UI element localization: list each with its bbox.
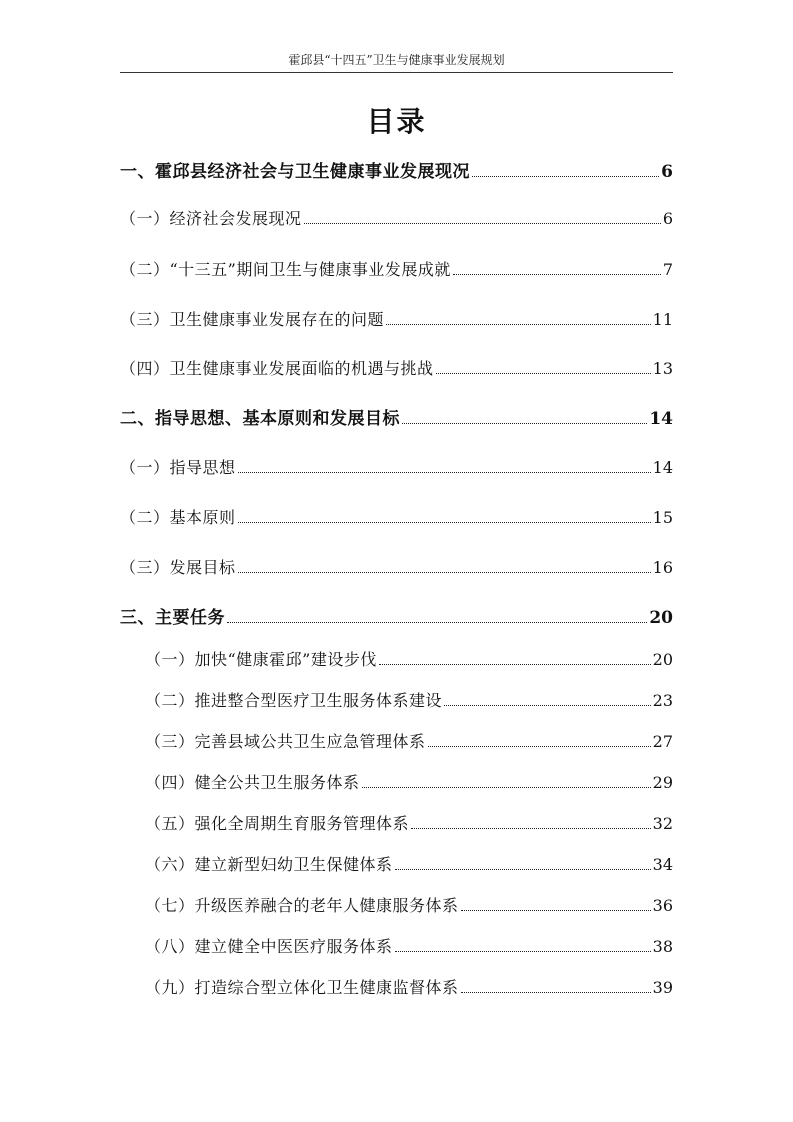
- toc-entry[interactable]: [120, 307, 673, 330]
- toc-entry[interactable]: [120, 157, 673, 182]
- toc-entry-page: 20: [652, 650, 673, 669]
- toc-entry-label: （九）打造综合型立体化卫生健康监督体系: [145, 978, 459, 997]
- toc-entry[interactable]: [145, 934, 673, 957]
- toc-entry-label: （一）经济社会发展现况: [120, 209, 302, 228]
- toc-entry-label: （一）指导思想: [120, 458, 236, 477]
- dot-leader: [395, 951, 651, 952]
- toc-entry-page: 32: [652, 814, 673, 833]
- toc-entry[interactable]: [120, 206, 673, 229]
- dot-leader: [362, 787, 651, 788]
- toc-entry-page: 6: [662, 209, 673, 228]
- dot-leader: [402, 423, 647, 424]
- toc-entry-page: 15: [652, 508, 673, 527]
- toc-entry-label: （二）基本原则: [120, 508, 236, 527]
- toc-entry-label: （二）推进整合型医疗卫生服务体系建设: [145, 691, 443, 710]
- dot-leader: [304, 223, 661, 224]
- toc-entry-page: 7: [662, 260, 673, 279]
- toc-entry[interactable]: [145, 729, 673, 752]
- toc-title: 目录: [366, 105, 427, 138]
- toc-entry-label: 二、指导思想、基本原则和发展目标: [120, 409, 400, 429]
- toc-entry-label: 三、主要任务: [120, 608, 225, 628]
- dot-leader: [453, 274, 661, 275]
- dot-leader: [436, 373, 651, 374]
- toc-entry[interactable]: [145, 647, 673, 670]
- toc-entry-page: 20: [649, 608, 673, 628]
- toc-entry-page: 16: [652, 558, 673, 577]
- dot-leader: [395, 869, 651, 870]
- dot-leader: [472, 176, 659, 177]
- toc-entry-page: 6: [661, 162, 673, 182]
- toc-entry-page: 11: [652, 310, 673, 329]
- running-header: 霍邱县“十四五”卫生与健康事业发展规划: [120, 50, 673, 73]
- toc-entry[interactable]: [120, 505, 673, 528]
- toc-entry-label: （一）加快“健康霍邱”建设步伐: [145, 650, 377, 669]
- toc-entry[interactable]: [145, 893, 673, 916]
- toc-entry-page: 29: [652, 773, 673, 792]
- toc-entry[interactable]: [145, 852, 673, 875]
- toc-entry-label: （三）卫生健康事业发展存在的问题: [120, 310, 385, 329]
- dot-leader: [238, 472, 651, 473]
- toc-entry-page: 39: [652, 978, 673, 997]
- toc-entry[interactable]: [120, 404, 673, 429]
- toc-entry-label: （五）强化全周期生育服务管理体系: [145, 814, 410, 833]
- dot-leader: [238, 572, 651, 573]
- dot-leader: [461, 910, 651, 911]
- toc-entry[interactable]: [145, 811, 673, 834]
- toc-entry-page: 36: [652, 896, 673, 915]
- toc-entry-label: （八）建立健全中医医疗服务体系: [145, 937, 393, 956]
- toc-entry[interactable]: [120, 356, 673, 379]
- toc-entry-label: （三）完善县域公共卫生应急管理体系: [145, 732, 426, 751]
- dot-leader: [411, 828, 651, 829]
- toc-entry[interactable]: [145, 770, 673, 793]
- toc-entry-label: （四）健全公共卫生服务体系: [145, 773, 360, 792]
- toc-entry-page: 23: [652, 691, 673, 710]
- toc-entry-label: （六）建立新型妇幼卫生保健体系: [145, 855, 393, 874]
- toc-entry-label: （七）升级医养融合的老年人健康服务体系: [145, 896, 459, 915]
- toc-entry[interactable]: [120, 257, 673, 280]
- toc-entry-page: 27: [652, 732, 673, 751]
- toc-entry[interactable]: [120, 455, 673, 478]
- dot-leader: [238, 522, 651, 523]
- dot-leader: [386, 324, 651, 325]
- toc-entry-page: 34: [652, 855, 673, 874]
- dot-leader: [444, 705, 651, 706]
- toc-entry-page: 13: [652, 359, 673, 378]
- toc-entry-page: 38: [652, 937, 673, 956]
- dot-leader: [461, 992, 651, 993]
- toc-entry-page: 14: [649, 409, 673, 429]
- toc-entry-label: （四）卫生健康事业发展面临的机遇与挑战: [120, 359, 434, 378]
- toc-entry-label: （二）“十三五”期间卫生与健康事业发展成就: [120, 260, 451, 279]
- dot-leader: [379, 664, 651, 665]
- toc-entry-label: （三）发展目标: [120, 558, 236, 577]
- toc-entry[interactable]: [120, 555, 673, 578]
- toc-entry-label: 一、霍邱县经济社会与卫生健康事业发展现况: [120, 162, 470, 182]
- dot-leader: [227, 622, 647, 623]
- toc-entry-page: 14: [652, 458, 673, 477]
- toc-entry[interactable]: [120, 603, 673, 628]
- toc-entry[interactable]: [145, 688, 673, 711]
- dot-leader: [428, 746, 651, 747]
- toc-entry[interactable]: [145, 975, 673, 998]
